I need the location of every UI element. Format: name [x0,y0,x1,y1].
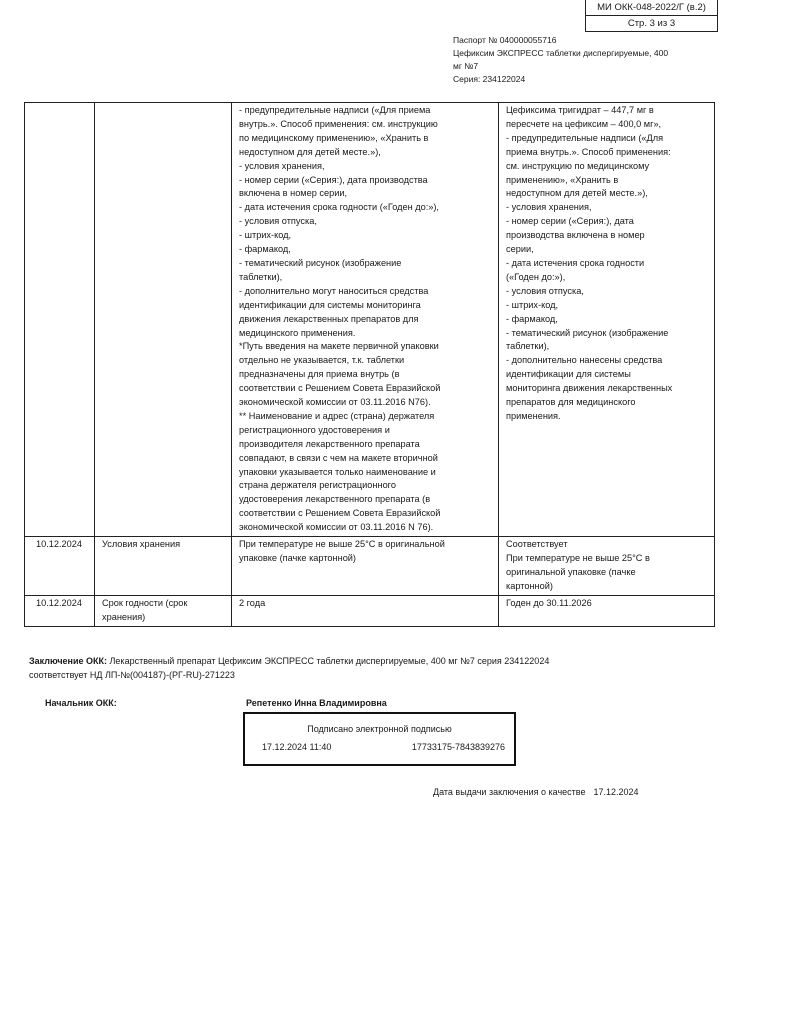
result-cell-line: таблетки), [506,341,550,352]
requirement-cell-line: 2 года [239,597,266,608]
requirement-cell-line: предназначены для приема внутрь (в [239,369,400,380]
requirement-cell [232,595,499,626]
requirement-cell-line: ** Наименование и адрес (страна) держателя [239,410,435,421]
signature-id: 17733175-7843839276 [411,742,505,752]
passport-number: Паспорт № 040000055716 [453,35,557,45]
document-code: МИ ОКК-048-2022/Г (в.2) [597,2,706,13]
result-cell-line: производства включена в номер [506,230,645,241]
table-row [25,103,715,537]
requirement-cell-line: соответствии с Решением Совета Евразийской [239,508,441,519]
result-cell-line: см. инструкцию по медицинскому [506,160,650,171]
requirement-cell-line: по медицинскому применению», «Хранить в [239,132,429,143]
date-cell [25,103,95,537]
batch-number: Серия: 234122024 [453,74,526,84]
requirement-cell [232,537,499,596]
requirement-cell-line: экономической комиссии от 03.11.2016 N76). [239,397,431,408]
result-cell-line: («Годен до:»), [506,271,566,282]
head-of-qc-label: Начальник ОКК: [45,698,117,708]
conclusion-label: Заключение ОКК: [29,656,108,666]
result-cell [499,537,715,596]
date-cell [25,537,95,596]
date-cell-text: 10.12.2024 [36,597,82,608]
document-code-box [585,0,718,32]
indicator-cell [95,537,232,596]
result-cell-line: Цефиксима тригидрат – 447,7 мг в [506,105,654,115]
result-cell-line: оригинальной упаковке (пачке [506,566,636,577]
issue-date-value: 17.12.2024 [593,787,639,797]
result-cell-line: При температуре не выше 25°С в [506,553,650,563]
requirement-cell-line: включена в номер серии, [239,188,348,199]
requirement-cell-line: производителя лекарственного препарата [239,438,420,449]
result-cell-line: приема внутрь.». Способ применения: [506,146,671,157]
page-number: Стр. 3 из 3 [586,15,717,31]
requirement-cell-line: - условия хранения, [239,160,325,171]
result-cell-line: серии, [506,244,534,255]
electronic-signature-stamp [243,712,516,766]
requirement-cell-line: *Путь введения на макете первичной упаковки [239,341,439,352]
signature-datetime: 17.12.2024 11:40 [262,742,332,752]
qc-conclusion [29,654,729,682]
result-cell-line: препаратов для медицинского [506,397,636,408]
requirement-cell-line: упаковки указывается только наименование и [239,466,436,477]
product-name-line: Цефиксим ЭКСПРЕСС таблетки диспергируемые, 400 [453,48,669,58]
conclusion-text: Лекарственный препарат Цефиксим ЭКСПРЕСС таблетки диспергируемые, 400 мг №7 серия 234122024 [107,656,550,666]
result-cell-line: пересчете на цефиксим – 400,0 мг», [506,118,662,129]
requirement-cell-line: удостоверения лекарственного препарата (в [239,494,431,505]
indicator-cell [95,103,232,537]
table-row [25,595,715,626]
indicator-cell-line: хранения) [102,611,146,622]
result-cell-line: Годен до 30.11.2026 [506,597,592,608]
indicator-cell [95,595,232,626]
requirement-cell-line: внутрь.». Способ применения: см. инструкцию [239,118,438,129]
requirement-cell-line: экономической комиссии от 03.11.2016 N 76). [239,522,434,533]
passport-info [453,34,683,86]
requirement-cell-line: регистрационного удостоверения и [239,424,390,435]
result-cell [499,595,715,626]
date-cell-text: 10.12.2024 [36,539,82,550]
date-cell [25,595,95,626]
requirement-cell-line: идентификации для системы мониторинга [239,299,421,310]
test-results-table [24,102,715,627]
signature-stamp-title: Подписано электронной подписью [307,724,452,734]
result-cell-line: - условия отпуска, [506,285,584,296]
requirement-cell-line: - дата истечения срока годности («Годен до:»), [239,202,439,213]
table-row [25,537,715,596]
requirement-cell-line: - предупредительные надписи («Для приема [239,105,431,115]
requirement-cell-line: - условия отпуска, [239,216,317,227]
requirement-cell-line: отдельно не указывается, т.к. таблетки [239,355,405,366]
result-cell-line: идентификации для системы [506,369,631,380]
requirement-cell-line: соответствии с Решением Совета Евразийской [239,383,441,394]
result-cell-line: Соответствует [506,539,568,550]
requirement-cell-line: При температуре не выше 25°С в оригинальной [239,539,445,550]
result-cell-line: картонной) [506,580,553,591]
result-cell-line: применения. [506,410,561,421]
result-cell [499,103,715,537]
requirement-cell-line: - тематический рисунок (изображение [239,257,402,268]
result-cell-line: - тематический рисунок (изображение [506,327,669,338]
result-cell-line: - условия хранения, [506,202,592,213]
result-cell-line: - штрих-код, [506,299,559,310]
requirement-cell [232,103,499,537]
result-cell-line: применению», «Хранить в [506,174,619,185]
result-cell-line: - дата истечения срока годности [506,257,645,268]
product-name-line-cont: мг №7 [453,61,479,71]
indicator-cell-line: Условия хранения [102,539,181,550]
result-cell-line: мониторинга движения лекарственных [506,383,673,394]
result-cell-line: недоступном для детей месте.»), [506,188,648,199]
requirement-cell-line: таблетки), [239,271,283,282]
requirement-cell-line: движения лекарственных препаратов для [239,313,419,324]
requirement-cell-line: страна держателя регистрационного [239,480,396,491]
head-of-qc-name: Репетенко Инна Владимировна [246,698,387,708]
indicator-cell-line: Срок годности (срок [102,597,188,608]
result-cell-line: - фармакод, [506,313,558,324]
requirement-cell-line: - дополнительно могут наноситься средства [239,285,429,296]
conclusion-text-line2: соответствует НД ЛП-№(004187)-(РГ-RU)-271223 [29,670,235,680]
requirement-cell-line: упаковке (пачке картонной) [239,553,356,563]
issue-date-line [433,787,639,797]
requirement-cell-line: недоступном для детей месте.»), [239,146,381,157]
requirement-cell-line: совпадают, в связи с чем на макете вторичной [239,452,438,463]
result-cell-line: - предупредительные надписи («Для [506,132,664,143]
issue-date-label: Дата выдачи заключения о качестве [433,787,586,797]
result-cell-line: - номер серии («Серия:), дата [506,216,634,227]
requirement-cell-line: медицинского применения. [239,327,356,338]
requirement-cell-line: - штрих-код, [239,230,292,241]
requirement-cell-line: - номер серии («Серия:), дата производства [239,174,428,185]
requirement-cell-line: - фармакод, [239,244,291,255]
result-cell-line: - дополнительно нанесены средства [506,355,663,366]
